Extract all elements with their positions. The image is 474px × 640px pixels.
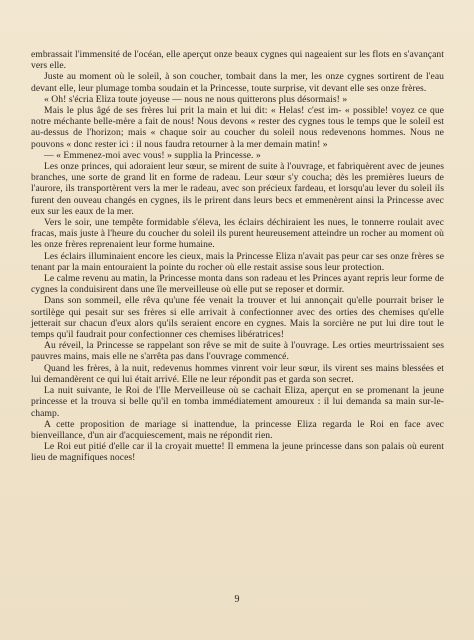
paragraph: Vers le soir, une tempête formidable s'éleva, les éclairs déchiraient les nues, le tonnerre roulait avec fracas, mais juste à l'heure du coucher du soleil ils purent heureusement atteindre un rocher au moment où les onze frères reprenaient leur forme humaine. bbox=[31, 217, 444, 251]
paragraph: Dans son sommeil, elle rêva qu'une fée venait la trouver et lui annonçait qu'elle pourrait briser le sortilège qui pesait sur ses frères si elle arrivait à confectionner avec des orties des chemises qu'elle jetterait sur chacun d'eux alors qu'ils seraient encore en cygnes. Mais la sorcière ne put lui dire tout le temps qu'il faudrait pour confectionner ces chemises libératrices! bbox=[31, 295, 444, 341]
paragraph: A cette proposition de mariage si inattendue, la princesse Eliza regarda le Roi en face avec bienveillance, d'un air d'acquiescement, mais ne répondit rien. bbox=[31, 418, 444, 441]
paragraph: Les onze princes, qui adoraient leur sœur, se mirent de suite à l'ouvrage, et fabriquèrent avec de jeunes branches, une sorte de grand lit en forme de radeau. Leur sœur s'y coucha; dès les premières lueurs de l'aurore, ils transportèrent vers la mer le radeau, avec son précieux fardeau, et lorsqu'au lever du soleil ils furent den ouveau changés en cygnes, ils le prirent dans leurs becs et emmenèrent ainsi la Princesse avec eux sur les eaux de la mer. bbox=[31, 161, 444, 217]
paragraph: Les éclairs illuminaient encore les cieux, mais la Princesse Eliza n'avait pas peur car ses onze frères se tenant par la main entouraient la pointe du rocher où elle restait assise sous leur protection. bbox=[31, 250, 444, 273]
paragraph: Le Roi eut pitié d'elle car il la croyait muette! Il emmena la jeune princesse dans son palais où eurent lieu de magnifiques noces! bbox=[31, 441, 444, 464]
paragraph: Juste au moment où le soleil, à son coucher, tombait dans la mer, les onze cygnes sortirent de l'eau devant elle, leur plumage tomba soudain et la Princesse, toute surprise, vit devant elle ses onze frères. bbox=[31, 71, 444, 94]
paragraph: Le calme revenu au matin, la Princesse monta dans son radeau et les Princes ayant repris leur forme de cygnes la conduisirent dans une île merveilleuse où elle put se reposer et dormir. bbox=[31, 273, 444, 296]
paragraph: Quand les frères, à la nuit, redevenus hommes vinrent voir leur sœur, ils virent ses mains blessées et lui demandèrent ce qui lui était arrivé. Elle ne leur répondit pas et garda son secret. bbox=[31, 362, 444, 385]
page-number: 9 bbox=[234, 594, 240, 605]
paragraph: — « Emmenez-moi avec vous! » supplia la Princesse. » bbox=[44, 149, 261, 161]
paragraph: La nuit suivante, le Roi de l'Ile Merveilleuse où se cachait Eliza, aperçut en se promenant la jeune princesse et la trouva si belle qu'il en tomba immédiatement amoureux : il lui demanda sa main sur-le-champ. bbox=[31, 385, 444, 419]
paragraph: Au réveil, la Princesse se rappelant son rêve se mit de suite à l'ouvrage. Les orties meurtrissaient ses pauvres mains, mais elle ne s'arrêta pas dans l'ouvrage commencé. bbox=[31, 340, 444, 363]
body-text bbox=[31, 49, 444, 464]
paragraph: embrassait l'immensité de l'océan, elle aperçut onze beaux cygnes qui nageaient sur les flots en s'avançant vers elle. bbox=[31, 49, 444, 72]
paragraph: « Oh! s'écria Eliza toute joyeuse — nous ne nous quitterons plus désormais! » bbox=[44, 93, 348, 105]
paragraph: Mais le plus âgé de ses frères lui prit la main et lui dit: « Helas! c'est im- « possible! voyez ce que notre méchante belle-mère a fait de nous! Nous devons « rester des cygnes tous le temps que le soleil est au-dessus de l'horizon; mais « chaque soir au coucher du soleil nous redevenons hommes. Nous ne pouvons « donc rester ici : il nous faudra retourner à la mer demain matin! » bbox=[31, 105, 444, 150]
